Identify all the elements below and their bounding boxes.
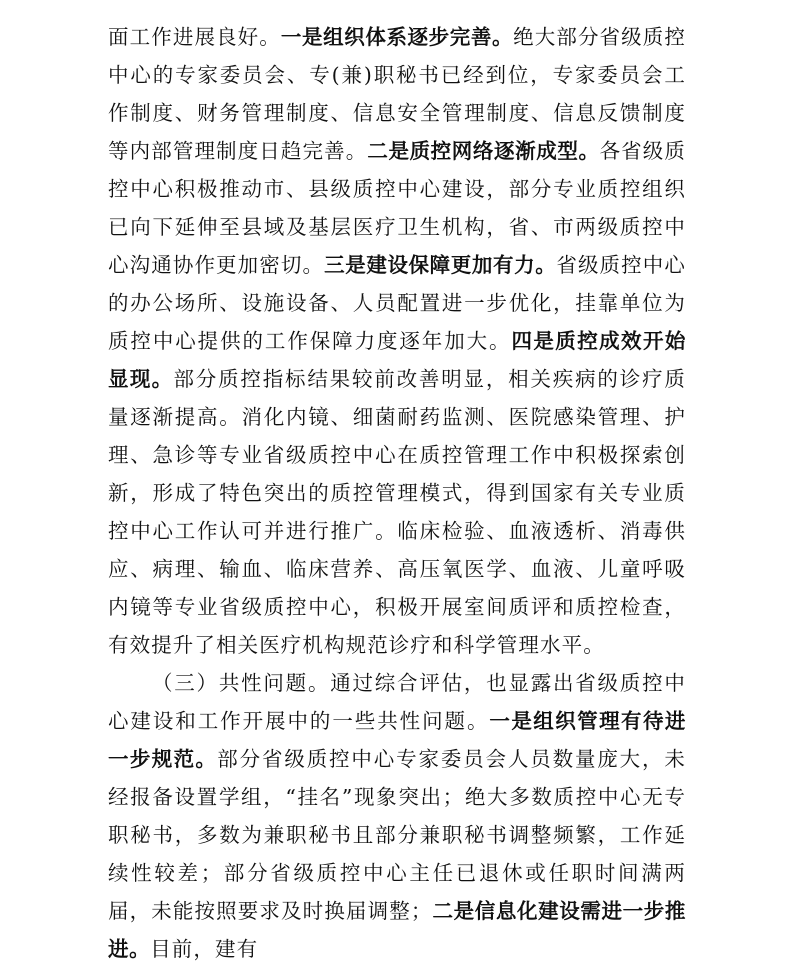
bold-heading: 二是信息化建设需进一步推进。 [108,899,687,961]
document-body [108,18,686,968]
text-run: 部分省级质控中心专家委员会人员数量庞大，未经报备设置学组，“挂名”现象突出；绝大多数质控中心无专职秘书，多数为兼职秘书且部分兼职秘书调整频繁，工作延续性较差；部分省级质控中心主任已退休或任职时间满两届，未能按照要求及时换届调整； [108,747,686,923]
text-run: 部分质控指标结果较前改善明显，相关疾病的诊疗质量逐渐提高。消化内镜、细菌耐药监测、医院感染管理、护理、急诊等专业省级质控中心在质控管理工作中积极探索创新，形成了特色突出的质控管理模式，得到国家有关专业质控中心工作认可并进行推广。临床检验、血液透析、消毒供应、病理、输血、临床营养、高压氧医学、血液、儿童呼吸内镜等专业省级质控中心，积极开展室间质评和质控检查，有效提升了相关医疗机构规范诊疗和科学管理水平。 [108,367,686,657]
text-run: 各省级质控中心积极推动市、县级质控中心建设，部分专业质控组织已向下延伸至县域及基层医疗卫生机构，省、市两级质控中心沟通协作更加密切。 [108,139,686,277]
text-run: （三）共性问题。通过综合评估，也显露出省级质控中心建设和工作开展中的一些共性问题。 [108,671,686,733]
text-run: 目前，建有 [150,937,259,961]
text-run: 面工作进展良好。 [108,25,281,49]
bold-heading: 三是建设保障更加有力。 [324,253,557,277]
text-run: 省级质控中心的办公场所、设施设备、人员配置进一步优化，挂靠单位为质控中心提供的工作保障力度逐年加大。 [108,253,686,353]
bold-heading: 二是质控网络逐渐成型。 [367,139,600,163]
bold-heading: 一是组织管理有待进一步规范。 [108,709,686,771]
bold-heading: 四是质控成效开始显现。 [108,329,686,391]
text-run: 绝大部分省级质控中心的专家委员会、专(兼)职秘书已经到位，专家委员会工作制度、财务管理制度、信息安全管理制度、信息反馈制度等内部管理制度日趋完善。 [108,25,686,163]
bold-heading: 一是组织体系逐步完善。 [280,25,514,49]
paragraph-common-problems [108,664,686,968]
paragraph-progress [108,18,686,664]
